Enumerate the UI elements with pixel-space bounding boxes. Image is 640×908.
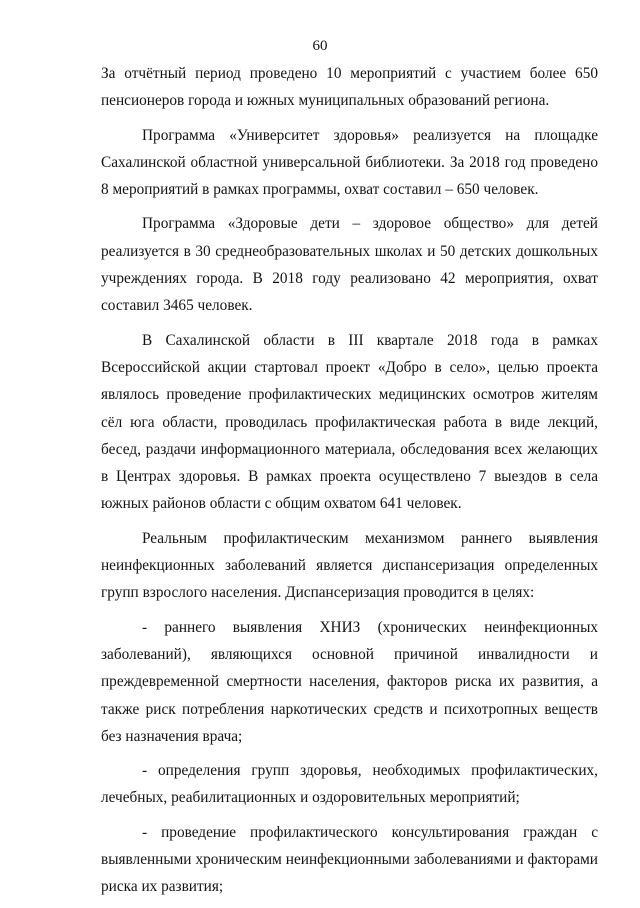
page-number: 60 [312, 38, 328, 54]
list-item-preventive-counseling: - проведение профилактического консультирования граждан с выявленными хроническим неинфекционными заболеваниями и факторами риска их развития; [101, 823, 598, 896]
paragraph-healthy-children: Программа «Здоровые дети – здоровое общество» для детей реализуется в 30 среднеобразовательных школах и 50 детских дошкольных учреждениях города. В 2018 году реализовано 42 мероприятия, охват составил 3465 человек. [101, 215, 598, 315]
page-body [101, 60, 598, 908]
paragraph-university-of-health: Программа «Университет здоровья» реализуется на площадке Сахалинской областной универсальной библиотеки. За 2018 год проведено 8 мероприятий в рамках программы, охват составил – 650 человек. [101, 126, 598, 199]
list-item-health-groups: - определения групп здоровья, необходимых профилактических, лечебных, реабилитационных и оздоровительных мероприятий; [101, 762, 598, 807]
paragraph-dispensarization-intro: Реальным профилактическим механизмом раннего выявления неинфекционных заболеваний является диспансеризация определенных групп взрослого населения. Диспансеризация проводится в целях: [101, 529, 598, 602]
paragraph-dobro-v-selo: В Сахалинской области в III квартале 2018 года в рамках Всероссийской акции стартовал проект «Добро в село», целью проекта являлось проведение профилактических медицинских осмотров жителям сёл юга области, проводилась профилактическая работа в виде лекций, бесед, раздачи информационного материала, обследования всех желающих в Центрах здоровья. В рамках проекта осуществлено 7 выездов в села южных районов области с общим охватом 641 человек. [101, 331, 598, 513]
paragraph-pensioners-events: За отчётный период проведено 10 мероприятий с участием более 650 пенсионеров города и южных муниципальных образований региона. [101, 65, 598, 110]
list-item-early-detection: - раннего выявления ХНИЗ (хронических неинфекционных заболеваний), являющихся основной причиной инвалидности и преждевременной смертности населения, факторов риска их развития, а также риск потребления наркотических средств и психотропных веществ без назначения врача; [101, 618, 598, 745]
